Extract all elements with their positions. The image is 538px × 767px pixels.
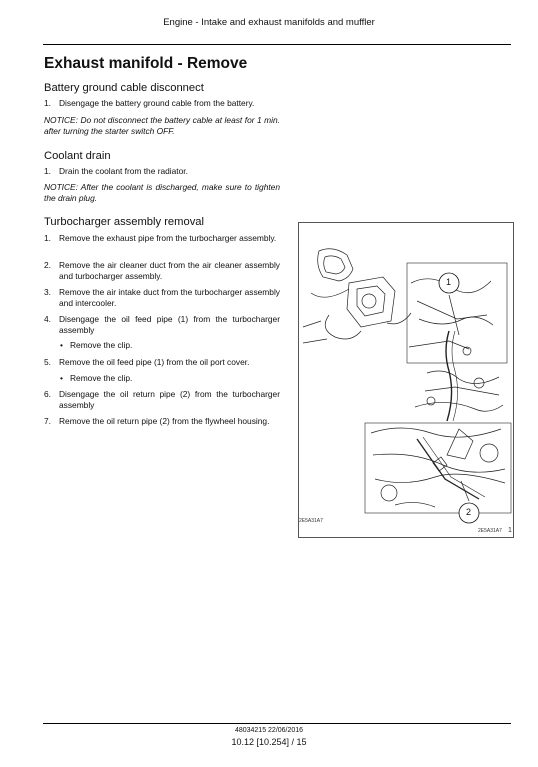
figure-code-left: 2E5A31A7: [299, 518, 323, 524]
turbo-step-5-sub: [60, 373, 132, 384]
sub-step-text: Remove the clip.: [70, 340, 133, 350]
step-number: 2.: [44, 260, 51, 270]
page-title: Exhaust manifold - Remove: [44, 55, 248, 72]
coolant-step-1: [44, 166, 280, 177]
step-number: 7.: [44, 416, 51, 426]
figure-code-right: 2E5A31A7: [478, 528, 502, 534]
callout-2: 2: [466, 507, 472, 517]
step-text: Disengage the oil feed pipe (1) from the turbocharger assembly: [59, 314, 280, 335]
turbo-step-5: [44, 357, 280, 368]
bullet: •: [60, 340, 63, 350]
step-text: Drain the coolant from the radiator.: [59, 166, 188, 176]
coolant-notice: NOTICE: After the coolant is discharged, make sure to tighten the drain plug.: [44, 182, 280, 203]
battery-step-1: [44, 98, 280, 109]
figure-number: 1: [508, 527, 512, 534]
step-number: 1.: [44, 166, 51, 176]
figure-frame: [298, 222, 514, 538]
footer-doc-line: 48034215 22/06/2016: [234, 727, 304, 734]
step-number: 6.: [44, 389, 51, 399]
step-number: 1.: [44, 98, 51, 108]
battery-notice: NOTICE: Do not disconnect the battery cable at least for 1 min. after turning the starter switch OFF.: [44, 115, 280, 136]
turbo-step-2: [44, 260, 280, 281]
step-number: 1.: [44, 233, 51, 243]
step-text: Disengage the battery ground cable from the battery.: [59, 98, 255, 108]
step-text: Remove the air cleaner duct from the air cleaner assembly and turbocharger assembly.: [59, 260, 280, 281]
step-number: 3.: [44, 287, 51, 297]
header-rule: [43, 44, 511, 45]
section-title-battery: Battery ground cable disconnect: [44, 82, 204, 94]
sub-step-text: Remove the clip.: [70, 373, 133, 383]
footer-page-number: 10.12 [10.254] / 15: [231, 737, 307, 747]
step-text: Remove the oil feed pipe (1) from the oil port cover.: [59, 357, 250, 367]
section-title-coolant: Coolant drain: [44, 150, 111, 162]
turbo-step-1: [44, 233, 280, 244]
footer-rule: [43, 723, 511, 724]
engine-line-drawing: [299, 223, 513, 537]
step-number: 5.: [44, 357, 51, 367]
turbo-step-4-sub: [60, 340, 132, 351]
step-text: Remove the oil return pipe (2) from the flywheel housing.: [59, 416, 270, 426]
turbo-step-3: [44, 287, 280, 308]
turbo-step-4: [44, 314, 280, 335]
turbo-step-6: [44, 389, 280, 410]
step-text: Disengage the oil return pipe (2) from the turbocharger assembly: [59, 389, 280, 410]
step-text: Remove the air intake duct from the turbocharger assembly and intercooler.: [59, 287, 280, 308]
bullet: •: [60, 373, 63, 383]
callout-1: 1: [446, 277, 452, 287]
running-header: Engine - Intake and exhaust manifolds and muffler: [163, 17, 375, 28]
step-number: 4.: [44, 314, 51, 324]
step-text: Remove the exhaust pipe from the turbocharger assembly.: [59, 233, 277, 243]
section-title-turbo: Turbocharger assembly removal: [44, 216, 205, 228]
turbo-step-7: [44, 416, 280, 427]
